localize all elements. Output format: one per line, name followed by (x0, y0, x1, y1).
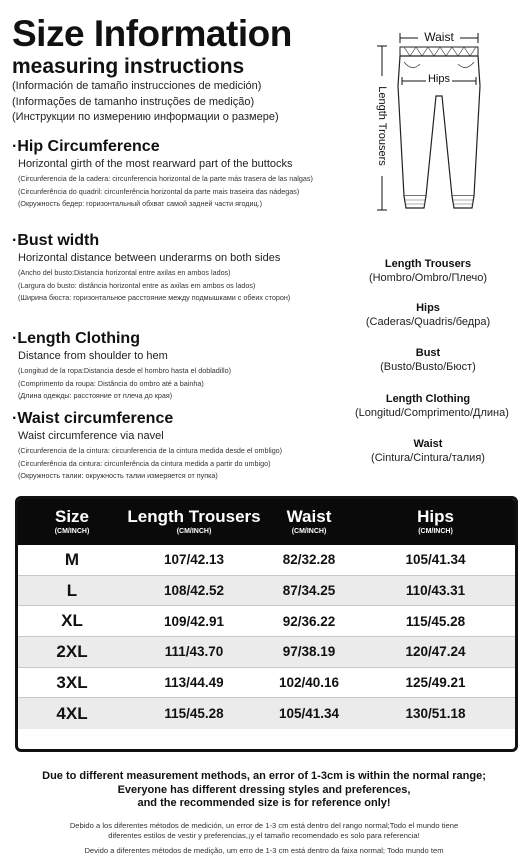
legend-translation: (Longitud/Comprimento/Длина) (355, 407, 509, 419)
table-row (18, 698, 515, 729)
legend-hips (355, 302, 501, 329)
section-description: Horizontal distance between underarms on both sides (18, 252, 281, 264)
table-header (18, 499, 515, 545)
section-note: (Ancho del busto:Distancia horizontal entre axilas en ambos lados) (18, 268, 231, 277)
section-description: Waist circumference via navel (18, 430, 164, 442)
measurement-disclaimer (14, 770, 514, 811)
section-hip-circumference (12, 138, 352, 212)
cell-waist: 105/41.34 (278, 706, 340, 722)
disclaimer-spanish (14, 821, 514, 841)
cell-waist: 87/34.25 (282, 583, 336, 599)
size-table (15, 496, 518, 752)
header-hips (356, 499, 515, 545)
section-note: (Длина одежды: расстояние от плеча до края) (18, 391, 173, 400)
legend-translation: (Caderas/Quadris/бедра) (365, 316, 491, 328)
cell-length-trousers: 115/45.28 (164, 706, 224, 722)
section-note: (Ширина бюста: горизонтальное расстояние между подмышками с обеих сторон) (18, 293, 291, 302)
length-dimension-label: Length Trousers (376, 86, 389, 166)
page-subtitle: measuring instructions (12, 55, 245, 78)
section-note: (Circunferência do quadril: circunferência horizontal da parte mais traseira das nádegas) (18, 186, 300, 196)
cell-hips: 110/43.31 (405, 583, 466, 599)
legend-length-trousers (355, 258, 501, 285)
cell-size: 4XL (56, 703, 88, 723)
subtitle-translation-pt: (Informações de tamanho instruções de medição) (12, 95, 255, 108)
cell-size: XL (61, 611, 83, 631)
header-label: Length Trousers (127, 507, 261, 526)
table-row (18, 668, 515, 699)
page-title: Size Information (12, 13, 292, 54)
disclaimer-line: diferentes estilos de vestir y preferencias,¡y el tamaño recomendado es solo para referencia! (108, 831, 420, 840)
cell-waist: 82/32.28 (282, 552, 336, 568)
section-bust-width (12, 232, 352, 306)
cell-waist: 97/38.19 (282, 644, 336, 660)
disclaimer-portuguese (14, 846, 514, 856)
header-unit: (CM/INCH) (291, 528, 327, 535)
legend-bust (355, 347, 501, 374)
cell-length-trousers: 108/42.52 (163, 583, 225, 599)
section-notes (12, 174, 352, 209)
cell-length-trousers: 107/42.13 (163, 552, 225, 568)
table-row (18, 545, 515, 576)
header-size (18, 499, 126, 545)
header-unit: (CM/INCH) (176, 528, 212, 535)
section-note: (Longitud de la ropa:Distancia desde el hombro hasta el dobladillo) (18, 366, 231, 375)
cell-hips: 125/49.21 (405, 675, 466, 691)
cell-size: M (64, 549, 80, 569)
cell-size: L (66, 580, 78, 600)
section-note: (Окружность талии: окружность талии измеряется от пупка) (18, 471, 218, 480)
subtitle-translation-ru: (Инструкции по измерению информации о размере) (12, 111, 279, 123)
table-row (18, 606, 515, 637)
cell-hips: 120/47.24 (405, 644, 466, 660)
subtitle-translations (12, 79, 352, 126)
legend-name: Waist (413, 438, 443, 450)
cell-hips: 115/45.28 (405, 613, 466, 629)
header-label: Size (54, 507, 90, 526)
hips-dimension-label: Hips (427, 73, 451, 85)
section-description: Horizontal girth of the most rearward part of the buttocks (18, 158, 293, 170)
section-waist-circumference (12, 410, 352, 484)
trousers-illustration (364, 26, 516, 216)
section-title: ·Bust width (12, 232, 100, 249)
waist-dimension-label: Waist (424, 30, 454, 44)
header-waist (262, 499, 356, 545)
section-description: Distance from shoulder to hem (18, 350, 168, 362)
section-note: (Окружность бедер: горизонтальный обхват самой задней части ягодиц.) (18, 199, 263, 208)
header-label: Waist (286, 507, 332, 526)
legend-waist (355, 438, 501, 465)
cell-waist: 92/36.22 (282, 613, 336, 629)
trousers-diagram (364, 26, 516, 216)
legend-name: Hips (416, 302, 440, 314)
subtitle-translation-es: (Información de tamaño instrucciones de medición) (12, 80, 262, 92)
cell-hips: 105/41.34 (405, 552, 466, 568)
table-row (18, 637, 515, 668)
section-note: (Largura do busto: distância horizontal entre as axilas em ambos os lados) (18, 280, 256, 290)
section-notes (12, 268, 352, 303)
section-title: ·Length Clothing (12, 330, 140, 347)
legend-length-clothing (355, 393, 509, 420)
section-title: ·Waist circumference (12, 410, 174, 427)
disclaimer-line: Devido a diferentes métodos de medição, um erro de 1-3 cm está dentro da faixa normal; Todo mundo tem (84, 846, 444, 855)
section-note: (Circunferencia de la cintura: circunferencia de la cintura medida desde el ombligo) (18, 446, 283, 455)
header-label: Hips (417, 507, 454, 526)
legend-translation: (Cintura/Cintura/талия) (371, 452, 485, 464)
legend-translation: (Hombro/Ombro/Плечо) (368, 272, 488, 284)
disclaimer-line: Debido a los diferentes métodos de medición, un error de 1-3 cm está dentro del rango normal;Todo el mundo tiene (69, 821, 459, 830)
header-unit: (CM/INCH) (418, 528, 453, 535)
disclaimer-line: Everyone has different dressing styles and preferences, (117, 783, 411, 796)
header-unit: (CM/INCH) (54, 528, 90, 535)
section-note: (Comprimento da roupa: Distância do ombro até a bainha) (18, 378, 204, 388)
legend-name: Length Clothing (385, 393, 471, 405)
cell-length-trousers: 109/42.91 (163, 613, 225, 629)
cell-length-trousers: 111/43.70 (164, 644, 224, 660)
cell-size: 3XL (56, 672, 88, 692)
section-notes (12, 446, 352, 481)
header-length-trousers (126, 499, 262, 545)
section-title: ·Hip Circumference (12, 138, 160, 155)
disclaimer-line: Due to different measurement methods, an error of 1-3cm is within the normal range; (42, 770, 486, 782)
cell-hips: 130/51.18 (405, 706, 466, 722)
legend-name: Bust (415, 347, 441, 359)
section-length-clothing (12, 330, 352, 404)
section-note: (Circunferência da cintura: circunferência da cintura medida a partir do umbigo) (18, 458, 271, 468)
cell-length-trousers: 113/44.49 (164, 675, 224, 691)
table-row (18, 576, 515, 607)
section-note: (Circunferencia de la cadera: circunferencia horizontal de la parte más trasera de las nalgas) (18, 174, 313, 183)
cell-size: 2XL (56, 641, 88, 661)
section-notes (12, 366, 352, 401)
cell-waist: 102/40.16 (278, 675, 340, 691)
legend-name: Length Trousers (384, 258, 472, 270)
legend-translation: (Busto/Busto/Бюст) (380, 361, 476, 373)
disclaimer-line: and the recommended size is for reference only! (137, 797, 391, 809)
